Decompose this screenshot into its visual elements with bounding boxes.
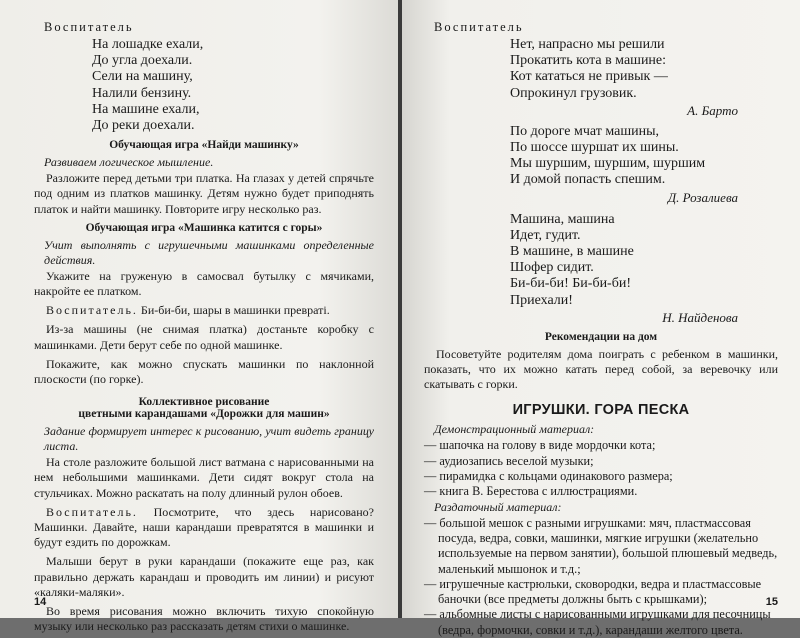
game-title: Обучающая игра «Машинка катится с горы» [85,221,323,234]
poem-line: Мы шуршим, шуршим, шуршим [510,156,706,172]
game-goal: Развиваем логическое мышление. [44,155,214,170]
poem-line: Налили бензину. [92,85,192,101]
speaker-label: Воспитатель [44,20,134,34]
poem-line: Опрокинул грузовик. [510,85,637,101]
game-goal: Учит выполнять с игрушечными машинками определенные действия. [44,237,374,267]
poem-line: Би-би-би! Би-би-би! [510,276,631,292]
page-number: 14 [34,596,47,608]
page-number: 15 [765,596,778,608]
speaker-label: Воспитатель. [46,303,138,318]
left-page [0,0,398,634]
poem-line: На лошадке ехали, [92,37,204,52]
poem-line: По шоссе шуршат их шины. [510,140,679,156]
materials-list [424,516,778,638]
list-item: — пирамидка с кольцами одинакового размера; [424,469,673,484]
poem [92,37,374,134]
poem [510,212,778,309]
paragraph: Из-за машины (не снимая платка) достаньте коробку с машинками. Дети берут себе по одной машинке. [34,322,374,352]
poem-line: До угла доехали. [92,53,193,69]
list-item: — большой мешок с разными игрушками: мяч, пластмассовая посуда, ведра, совки, машинки, мягкие игрушки (желательно используемые на первом занятии), большой плюшевый медведь, маленький мышонок и т.д.; [424,515,778,576]
poem-line: Идет, гудит. [510,227,581,243]
paragraph: Укажите на груженую в самосвал бутылку с мячиками, накройте ее платком. [34,268,374,299]
poem-line: В машине, в машине [510,244,634,260]
speaker-label: Воспитатель. [46,504,138,519]
activity-title: Коллективное рисование [138,396,270,409]
list-item: — альбомные листы с нарисованными игрушками для песочницы (ведра, формочки, совки и т.д.), карандаши желтого цвета. [424,607,771,637]
section-title: ИГРУШКИ. ГОРА ПЕСКА [512,402,690,419]
right-page [402,0,800,637]
speaker-label: Воспитатель [434,20,524,34]
speaker-paragraph [34,303,374,318]
paragraph: Разложите перед детьми три платка. На глазах у детей спрячьте под одним из платков машинку. Детям нужно будет приподнять платок и найти машинку. Повторите игру несколько раз. [34,171,374,216]
speech-text: Би-би-би, шары в машинки превратi. [140,303,330,318]
poem [510,124,778,189]
poem-line: Машина, машина [510,211,615,227]
poem-line: И домой попасть спешим. [510,172,666,188]
poem-line: Приехали! [510,292,573,308]
poem-line: На машине ехали, [92,101,200,117]
activity-goal: Задание формирует интерес к рисованию, учит видеть границу листа. [44,424,374,454]
activity-subtitle: цветными карандашами «Дорожки для машин» [78,408,330,421]
list-item: — аудиозапись веселой музыки; [424,453,594,468]
list-item: — игрушечные кастрюльки, сковородки, ведра и пластмассовые баночки (все предметы должны быть с крышками); [424,576,762,607]
poem-line: Нет, напрасно мы решили [510,37,665,52]
materials-heading: Демонстрационный материал: [434,422,595,437]
list-item: — книга В. Берестова с иллюстрациями. [424,484,638,499]
poem-line: По дороге мчат машины, [510,123,660,139]
poem-line: До реки доехали. [92,118,195,134]
list-item: — шапочка на голову в виде мордочки кота; [424,438,656,453]
speaker-paragraph [34,505,374,551]
poem-line: Сели на машину, [92,69,193,85]
poem-line: Кот кататься не привык — [510,69,668,85]
paragraph: Малыши берут в руки карандаши (покажите еще раз, как правильно держать карандаш и проводить им линии) и рисуют «каляки-маляки». [34,554,374,599]
poem-author: А. Барто [687,102,738,118]
poem-author: Д. Розалиева [667,189,738,205]
recommendations-title: Рекомендации на дом [544,330,658,343]
poem-line: Шофер сидит. [510,260,594,276]
materials-list [424,438,778,499]
speech-text: Посмотрите, что здесь нарисовано? Машинки. Давайте, наши карандаши превратятся в машинки и будут ездить по дорожкам. [34,504,374,550]
poem-line: Прокатить кота в машине: [510,53,667,69]
paragraph: Посоветуйте родителям дома поиграть с ребенком в машинки, показать, что их можно катать перед собой, за веревочку или скатывать с горки. [424,346,778,392]
game-title: Обучающая игра «Найди машинку» [109,139,299,152]
paragraph: Во время рисования можно включить тихую спокойную музыку или несколько раз рассказать детям стихи о машинке. [34,604,374,634]
materials-heading: Раздаточный материал: [434,499,562,514]
poem [510,37,778,102]
poem-author: Н. Найденова [662,309,738,325]
paragraph: Покажите, как можно спускать машинки по наклонной плоскости (по горке). [34,356,374,387]
paragraph: На столе разложите большой лист ватмана с нарисованными на нем небольшими машинками. Дети сидят вокруг стола на стульчиках. Можно раскатать на полу длинный рулон обоев. [34,455,374,500]
